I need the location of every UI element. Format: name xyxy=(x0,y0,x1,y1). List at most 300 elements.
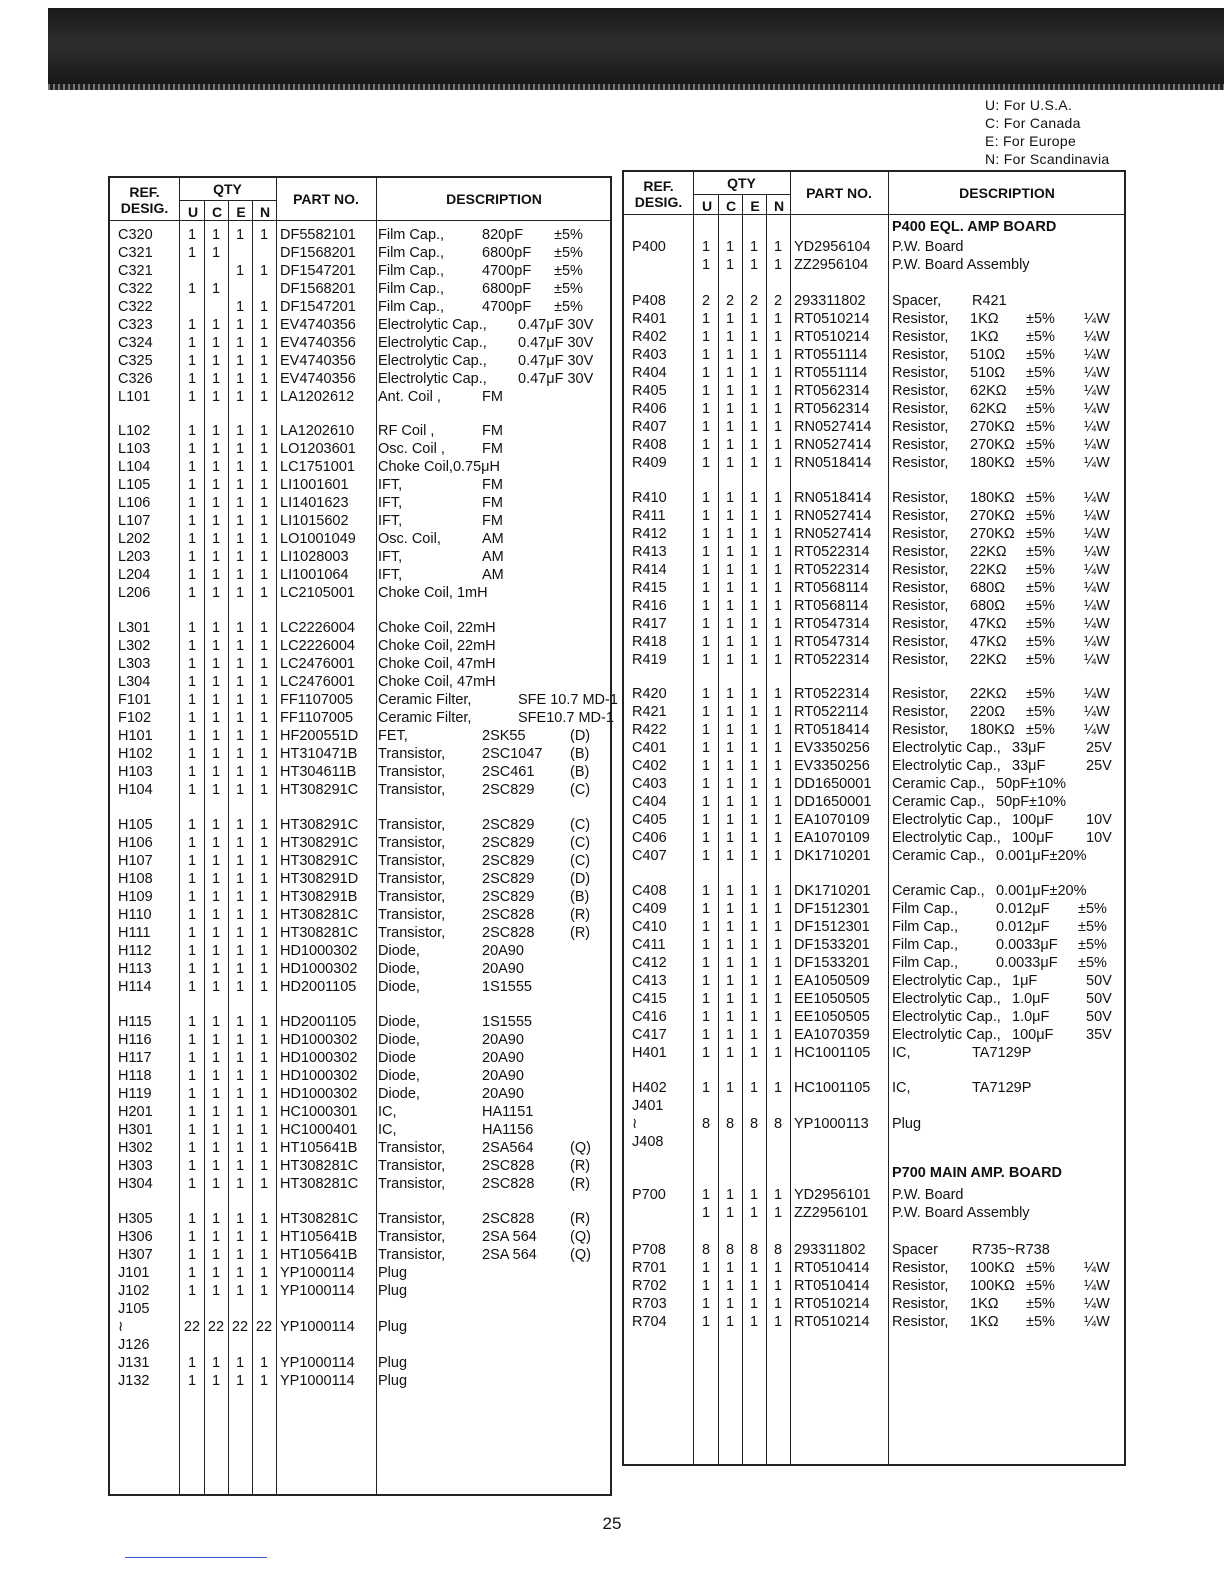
ref-desig: H109 xyxy=(118,889,153,905)
table-row xyxy=(110,960,610,978)
description: Resistor, xyxy=(892,634,949,650)
description: Transistor, xyxy=(378,764,446,780)
wattage: ¼W xyxy=(1084,598,1110,614)
table-row xyxy=(624,579,1124,597)
qty-value: 1 xyxy=(187,620,197,636)
spec-value: 1KΩ xyxy=(970,1314,999,1330)
tolerance: (Q) xyxy=(570,1229,591,1245)
qty-value: 22 xyxy=(231,1319,249,1335)
ref-desig: L103 xyxy=(118,441,151,457)
qty-value: 1 xyxy=(749,883,759,899)
wattage: ¼W xyxy=(1084,401,1110,417)
description: Resistor, xyxy=(892,1260,949,1276)
qty-value: 1 xyxy=(749,490,759,506)
qty-value: 1 xyxy=(187,513,197,529)
ref-desig: J102 xyxy=(118,1283,150,1299)
part-number: DK1710201 xyxy=(794,848,871,864)
ref-desig: H111 xyxy=(118,925,151,941)
qty-value: 1 xyxy=(187,1355,197,1371)
table-row xyxy=(110,1139,610,1157)
qty-value: 1 xyxy=(235,317,245,333)
qty-value: 1 xyxy=(701,455,711,471)
qty-value: 1 xyxy=(259,299,269,315)
ref-desig: R419 xyxy=(632,652,667,668)
description: Plug xyxy=(378,1355,408,1371)
qty-value: 1 xyxy=(725,758,735,774)
qty-value: 1 xyxy=(211,549,221,565)
ref-desig: C402 xyxy=(632,758,667,774)
part-number: DD1650001 xyxy=(794,794,872,810)
qty-value: 1 xyxy=(235,1140,245,1156)
description: Diode, xyxy=(378,1032,420,1048)
table-row xyxy=(110,530,610,548)
qty-value: 1 xyxy=(211,943,221,959)
description: Osc. Coil, xyxy=(378,531,441,547)
ref-desig: R408 xyxy=(632,437,667,453)
qty-value: 1 xyxy=(773,776,783,792)
spec-value: 0.0033μF xyxy=(996,955,1058,971)
part-number: LC2476001 xyxy=(280,656,355,672)
qty-value: 1 xyxy=(187,746,197,762)
qty-value: 1 xyxy=(187,1176,197,1192)
description: Transistor, xyxy=(378,1247,446,1263)
ref-desig: C412 xyxy=(632,955,667,971)
table-row xyxy=(110,1085,610,1103)
part-number: RT0547314 xyxy=(794,616,870,632)
description: Transistor, xyxy=(378,925,446,941)
description: Electrolytic Cap., xyxy=(892,758,1001,774)
description: Resistor, xyxy=(892,401,949,417)
table-row xyxy=(624,1295,1124,1313)
ref-desig: H305 xyxy=(118,1211,153,1227)
spec-value: 0.012μF xyxy=(996,901,1050,917)
table-row xyxy=(624,346,1124,364)
wattage: ¼W xyxy=(1084,616,1110,632)
qty-value: 22 xyxy=(183,1319,201,1335)
tolerance: (R) xyxy=(570,925,591,941)
qty-value: 1 xyxy=(749,1314,759,1330)
qty-value: 1 xyxy=(211,835,221,851)
description: Electrolytic Cap., xyxy=(378,371,487,387)
part-number: HT308291C xyxy=(280,853,359,869)
description: Resistor, xyxy=(892,580,949,596)
spec-value: 2SC828 xyxy=(482,925,535,941)
description: Electrolytic Cap., xyxy=(378,335,487,351)
part-number: RT0522314 xyxy=(794,544,870,560)
part-number: HT308291C xyxy=(280,782,359,798)
description: Resistor, xyxy=(892,1314,949,1330)
qty-value: 1 xyxy=(749,616,759,632)
table-row xyxy=(624,633,1124,651)
part-number: ZZ2956101 xyxy=(794,1205,869,1221)
qty-value: 1 xyxy=(701,883,711,899)
qty-value: 1 xyxy=(211,907,221,923)
qty-value: 1 xyxy=(235,674,245,690)
table-row xyxy=(110,566,610,584)
table-row xyxy=(110,816,610,834)
part-number: RT0568114 xyxy=(794,580,869,596)
qty-value: 1 xyxy=(701,329,711,345)
spec-value: 2SA 564 xyxy=(482,1247,537,1263)
part-number: RT0551114 xyxy=(794,365,868,381)
tolerance: ±5% xyxy=(1026,526,1055,542)
qty-value: 1 xyxy=(701,598,711,614)
part-number: HC1001105 xyxy=(794,1045,871,1061)
part-number: HT308281C xyxy=(280,925,359,941)
qty-value: 1 xyxy=(725,740,735,756)
tolerance: ±5% xyxy=(1078,955,1107,971)
qty-value: 1 xyxy=(725,383,735,399)
tolerance: ±5% xyxy=(1026,383,1055,399)
tolerance: ±5% xyxy=(1026,704,1055,720)
qty-value: 1 xyxy=(211,764,221,780)
wattage: ¼W xyxy=(1084,562,1110,578)
table-row xyxy=(110,1300,610,1318)
qty-value: 1 xyxy=(749,1009,759,1025)
description: Resistor, xyxy=(892,598,949,614)
part-number: RT0510214 xyxy=(794,1314,870,1330)
qty-value: 1 xyxy=(701,562,711,578)
description: Choke Coil, 22mH xyxy=(378,638,496,654)
qty-value: 1 xyxy=(259,907,269,923)
table-row xyxy=(624,238,1124,256)
qty-value: 1 xyxy=(749,383,759,399)
qty-value: 1 xyxy=(235,782,245,798)
qty-value: 1 xyxy=(749,508,759,524)
qty-value: 1 xyxy=(773,437,783,453)
ref-desig: H401 xyxy=(632,1045,667,1061)
description: Electrolytic Cap., xyxy=(892,991,1001,1007)
spec-value: 0.47μF 30V xyxy=(518,335,594,351)
qty-value: 1 xyxy=(773,562,783,578)
qty-value: 1 xyxy=(701,1027,711,1043)
qty-value: 1 xyxy=(259,1158,269,1174)
qty-value: 1 xyxy=(259,961,269,977)
qty-value: 1 xyxy=(211,1032,221,1048)
ref-desig: L105 xyxy=(118,477,151,493)
part-number: DF1533201 xyxy=(794,937,870,953)
qty-value: 1 xyxy=(773,973,783,989)
table-row xyxy=(110,1372,610,1390)
qty-value: 1 xyxy=(187,889,197,905)
qty-value: 1 xyxy=(187,692,197,708)
qty-value: 1 xyxy=(187,925,197,941)
ref-desig: H119 xyxy=(118,1086,152,1102)
qty-value: 1 xyxy=(725,1045,735,1061)
tolerance: 25V xyxy=(1086,758,1112,774)
section-title: P700 MAIN AMP. BOARD xyxy=(892,1165,1063,1181)
tolerance: ±5% xyxy=(1026,1296,1055,1312)
tolerance: 10V xyxy=(1086,812,1112,828)
spec-value: 20A90 xyxy=(482,1032,524,1048)
part-number: EE1050505 xyxy=(794,1009,870,1025)
qty-value: 1 xyxy=(773,722,783,738)
qty-value: 1 xyxy=(187,1211,197,1227)
qty-value: 1 xyxy=(211,371,221,387)
spec-value: FM xyxy=(482,423,503,439)
qty-value: 1 xyxy=(211,441,221,457)
ref-header: REF. xyxy=(643,178,674,194)
table-row xyxy=(624,900,1124,918)
qty-value: 1 xyxy=(187,1104,197,1120)
part-number: HD1000302 xyxy=(280,943,358,959)
qty-value: 1 xyxy=(235,620,245,636)
qty-value: 1 xyxy=(211,1211,221,1227)
qty-value: 1 xyxy=(211,871,221,887)
qty-value: 1 xyxy=(773,419,783,435)
table-row xyxy=(110,763,610,781)
ref-desig: R702 xyxy=(632,1278,667,1294)
part-number: FF1107005 xyxy=(280,710,354,726)
qty-value: 1 xyxy=(235,335,245,351)
ref-desig: H301 xyxy=(118,1122,153,1138)
qty-value: 1 xyxy=(773,365,783,381)
qty-value: 1 xyxy=(187,835,197,851)
part-number: LI1001064 xyxy=(280,567,349,583)
spec-value: TA7129P xyxy=(972,1045,1032,1061)
qty-value: 1 xyxy=(749,794,759,810)
ref-desig: J101 xyxy=(118,1265,150,1281)
qty-value: 1 xyxy=(701,239,711,255)
table-row xyxy=(624,1026,1124,1044)
description: Choke Coil, 1mH xyxy=(378,585,488,601)
spec-value: 0.47μF 30V xyxy=(518,317,594,333)
tolerance: ±5% xyxy=(1026,652,1055,668)
qty-value: 1 xyxy=(259,1032,269,1048)
tolerance: ±5% xyxy=(1026,686,1055,702)
description: P.W. Board xyxy=(892,1187,964,1203)
description: Diode, xyxy=(378,1086,420,1102)
ref-desig: R409 xyxy=(632,455,667,471)
ref-desig: L101 xyxy=(118,389,151,405)
qty-value: 1 xyxy=(773,686,783,702)
spec-value: 4700pF xyxy=(482,263,532,279)
qty-value: 1 xyxy=(211,620,221,636)
qty-value: 1 xyxy=(725,652,735,668)
part-number: LC2105001 xyxy=(280,585,355,601)
ref-desig: H302 xyxy=(118,1140,153,1156)
spec-value: 6800pF xyxy=(482,245,532,261)
qty-value: 1 xyxy=(235,907,245,923)
description: Resistor, xyxy=(892,437,949,453)
qty-value: 1 xyxy=(211,1247,221,1263)
table-row xyxy=(624,382,1124,400)
part-number: HT308281C xyxy=(280,1158,359,1174)
qty-n-header: N xyxy=(259,204,271,220)
table-row xyxy=(110,422,610,440)
description: Electrolytic Cap., xyxy=(892,740,1001,756)
table-row xyxy=(624,507,1124,525)
qty-value: 1 xyxy=(773,1278,783,1294)
spec-value: 100μF xyxy=(1012,812,1054,828)
qty-value: 1 xyxy=(725,347,735,363)
description: Transistor, xyxy=(378,1211,446,1227)
qty-value: 1 xyxy=(259,925,269,941)
table-row xyxy=(624,651,1124,669)
spec-value: 1KΩ xyxy=(970,311,999,327)
qty-value: 1 xyxy=(749,1260,759,1276)
qty-value: 1 xyxy=(749,991,759,1007)
qty-value: 1 xyxy=(725,776,735,792)
qty-value: 2 xyxy=(701,293,711,309)
qty-value: 1 xyxy=(187,871,197,887)
description: Plug xyxy=(378,1283,408,1299)
qty-value: 1 xyxy=(701,1314,711,1330)
qty-value: 1 xyxy=(749,1278,759,1294)
spec-value: FM xyxy=(482,513,503,529)
table-row xyxy=(624,418,1124,436)
parts-table-right xyxy=(622,170,1126,1466)
qty-value: 1 xyxy=(259,656,269,672)
wattage: ¼W xyxy=(1084,1296,1110,1312)
qty-value: 1 xyxy=(773,883,783,899)
spec-value: 180KΩ xyxy=(970,490,1015,506)
qty-value: 1 xyxy=(725,1027,735,1043)
ref-desig: H116 xyxy=(118,1032,152,1048)
part-number: HF200551D xyxy=(280,728,359,744)
qty-value: 1 xyxy=(211,1158,221,1174)
qty-value: 1 xyxy=(749,365,759,381)
ref-desig: H306 xyxy=(118,1229,153,1245)
ref-desig: J132 xyxy=(118,1373,150,1389)
ref-desig: H105 xyxy=(118,817,153,833)
ref-desig: R418 xyxy=(632,634,667,650)
header-band xyxy=(48,8,1224,90)
qty-value: 1 xyxy=(235,1068,245,1084)
ref-desig: P708 xyxy=(632,1242,666,1258)
qty-value: 1 xyxy=(259,1140,269,1156)
qty-value: 1 xyxy=(259,1050,269,1066)
ref-desig: R413 xyxy=(632,544,667,560)
qty-value: 1 xyxy=(211,1373,221,1389)
part-number: HC1001105 xyxy=(794,1080,871,1096)
spec-value: FM xyxy=(482,495,503,511)
wattage: ¼W xyxy=(1084,311,1110,327)
description: Transistor, xyxy=(378,907,446,923)
qty-value: 1 xyxy=(773,991,783,1007)
ref-desig: L202 xyxy=(118,531,151,547)
qty-value: 1 xyxy=(749,1187,759,1203)
qty-value: 1 xyxy=(235,549,245,565)
description: Choke Coil, 47mH xyxy=(378,674,496,690)
qty-value: 1 xyxy=(725,1205,735,1221)
qty-value: 1 xyxy=(725,955,735,971)
qty-value: 1 xyxy=(773,526,783,542)
ref-desig: C321 xyxy=(118,263,153,279)
description: Film Cap., xyxy=(378,227,445,243)
qty-value: 1 xyxy=(701,776,711,792)
qty-value: 1 xyxy=(211,1140,221,1156)
description: Choke Coil, 47mH xyxy=(378,656,496,672)
spec-value: 0.0033μF xyxy=(996,937,1058,953)
ref-desig: C325 xyxy=(118,353,153,369)
tolerance: ±5% xyxy=(1026,722,1055,738)
qty-value: 1 xyxy=(749,544,759,560)
ref-desig: R410 xyxy=(632,490,667,506)
wattage: ¼W xyxy=(1084,365,1110,381)
description-header: DESCRIPTION xyxy=(959,185,1055,201)
qty-value: 1 xyxy=(701,634,711,650)
ref-desig: L203 xyxy=(118,549,151,565)
part-number: LO1001049 xyxy=(280,531,356,547)
qty-value: 1 xyxy=(749,437,759,453)
page-number: 25 xyxy=(602,1514,622,1533)
spec-value: 0.47μF 30V xyxy=(518,371,594,387)
qty-value: 1 xyxy=(211,656,221,672)
wattage: ¼W xyxy=(1084,490,1110,506)
part-number: HT304611B xyxy=(280,764,357,780)
qty-value: 1 xyxy=(749,598,759,614)
qty-value: 1 xyxy=(749,257,759,273)
ref-desig: C322 xyxy=(118,299,153,315)
qty-value: 1 xyxy=(235,1014,245,1030)
parts-table-left xyxy=(108,176,618,1496)
ref-desig: R411 xyxy=(632,508,666,524)
qty-value: 1 xyxy=(259,1068,269,1084)
part-number: RN0527414 xyxy=(794,526,872,542)
spec-value: 270KΩ xyxy=(970,526,1015,542)
spec-value: 270KΩ xyxy=(970,437,1015,453)
qty-value: 1 xyxy=(773,1205,783,1221)
qty-value: 1 xyxy=(235,1050,245,1066)
table-row xyxy=(624,543,1124,561)
qty-value: 1 xyxy=(187,423,197,439)
qty-value: 1 xyxy=(211,1104,221,1120)
part-number: LC2226004 xyxy=(280,638,355,654)
qty-value: 1 xyxy=(259,389,269,405)
qty-value: 1 xyxy=(211,495,221,511)
table-row xyxy=(624,811,1124,829)
table-row xyxy=(624,1186,1124,1204)
spec-value: 20A90 xyxy=(482,961,524,977)
qty-value: 1 xyxy=(725,257,735,273)
spec-value: 22KΩ xyxy=(970,544,1007,560)
spec-value: 22KΩ xyxy=(970,686,1007,702)
legend-c: C: For Canada xyxy=(985,115,1081,131)
description: Diode, xyxy=(378,979,420,995)
qty-value: 1 xyxy=(773,740,783,756)
part-number: LA1202610 xyxy=(280,423,355,439)
qty-value: 1 xyxy=(725,901,735,917)
qty-c-header: C xyxy=(725,198,737,214)
table-row xyxy=(110,673,610,691)
qty-value: 1 xyxy=(259,353,269,369)
tolerance: 50V xyxy=(1086,973,1112,989)
spec-value: 510Ω xyxy=(970,347,1006,363)
spec-value: 180KΩ xyxy=(970,722,1015,738)
qty-value: 1 xyxy=(773,1187,783,1203)
qty-value: 1 xyxy=(701,919,711,935)
spec-value: 100μF xyxy=(1012,830,1054,846)
spec-value: 2SC829 xyxy=(482,889,535,905)
ref-desig: C326 xyxy=(118,371,153,387)
qty-value: 1 xyxy=(187,1014,197,1030)
description: Resistor, xyxy=(892,562,949,578)
qty-value: 1 xyxy=(235,764,245,780)
qty-value: 1 xyxy=(701,580,711,596)
qty-value: 1 xyxy=(725,580,735,596)
spec-value: 2SA564 xyxy=(482,1140,534,1156)
qty-value: 1 xyxy=(187,782,197,798)
part-number: HT308291C xyxy=(280,817,359,833)
ref-desig: H304 xyxy=(118,1176,153,1192)
description: P.W. Board Assembly xyxy=(892,1205,1030,1221)
ref-desig: R420 xyxy=(632,686,667,702)
table-row xyxy=(624,1044,1124,1062)
qty-value: 1 xyxy=(259,1086,269,1102)
description: Spacer, xyxy=(892,293,942,309)
table-row xyxy=(110,298,610,316)
